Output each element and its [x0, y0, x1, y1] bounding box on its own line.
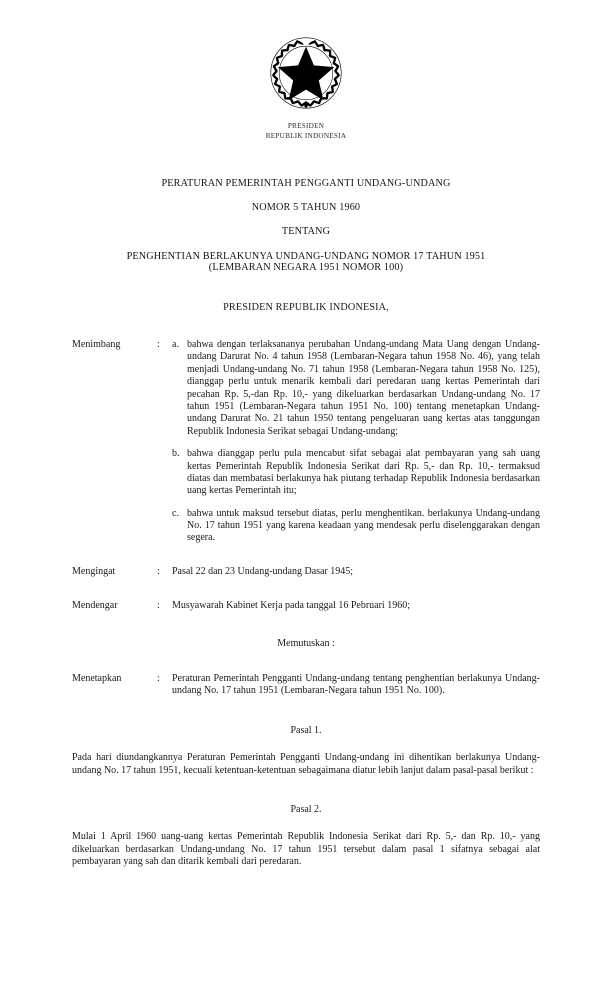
clause-colon-mengingat: :: [157, 565, 160, 577]
clause-label-mendengar: Mendengar: [72, 600, 118, 612]
memutuskan-heading: Memutuskan :: [277, 637, 335, 649]
article-heading-1: Pasal 1.: [290, 724, 322, 736]
clause-label-mengingat: Mengingat: [72, 565, 116, 577]
sub-item-marker-a: a.: [172, 339, 179, 351]
list-item: [172, 448, 540, 498]
title-line-subject: PENGHENTIAN BERLAKUNYA UNDANG-UNDANG NOMOR 17 TAHUN 1951: [126, 250, 486, 262]
emblem-block: [0, 0, 612, 141]
clause-colon-menimbang: :: [157, 339, 160, 351]
spacer: [72, 613, 540, 638]
clause-colon-mendengar: :: [157, 600, 160, 612]
document-title-block: [0, 179, 612, 273]
title-line-regulation-type: PERATURAN PEMERINTAH PENGGANTI UNDANG-UNDANG: [161, 178, 451, 189]
sub-item-text-c: bahwa untuk maksud tersebut diatas, perlu menghentikan. berlakunya Undang-undang No. 17 tahun 1951 yang karena keadaan yang mendesak perlu diselenggarakan dengan segera.: [187, 507, 540, 544]
clause-label-menetapkan: Menetapkan: [72, 673, 122, 685]
sub-item-text-a: bahwa dengan terlaksananya perubahan Undang-undang Mata Uang dengan Undang-undang Darurat No. 4 tahun 1958 (Lembaran-Negara tahun 1958 No. 46), yang telah menjadi Undang-undang No. 71 tahun 1958 (Lembaran-Negara tahun 1958 No. 125), dianggap perlu untuk menarik kembali dari peredaran uang kertas Pemerintah dari pecahan Rp. 5,-dan Rp. 10,- yang dikeluarkan berdasarkan Undang-undang No. 17 tahun 1951 (Lembaran-Negara tahun 1951 No. 100) tentang menetapkan Undang-undang Darurat No. 21 tahun 1950 tentang pengeluaran uang kertas atas tanggungan Republik Indonesia Serikat sebagai Undang-undang;: [187, 339, 540, 437]
clause-menetapkan: [72, 673, 540, 698]
title-line-tentang: TENTANG: [281, 226, 331, 238]
article-body-1: Pada hari diundangkannya Peraturan Pemerintah Pengganti Undang-undang ini dihentikan berlakunya Undang-undang No. 17 tahun 1951, kecuali ketentuan-ketentuan sebagaimana diatur lebih lanjut dalam pasal-pasal berikut :: [72, 752, 540, 776]
clause-label-menimbang: Menimbang: [72, 339, 121, 351]
clause-content-menimbang: [172, 339, 540, 545]
document-body: [0, 339, 612, 869]
article-body-2: Mulai 1 April 1960 uang-uang kertas Pemerintah Republik Indonesia Serikat dari Rp. 5,- dan Rp. 10,- yang dikeluarkan berdasarkan Undang-undang No. 17 tahun 1951 tersebut dalam pasal 1 sifatnya sebagai alat pembayaran yang sah dan ditarik kembali dari peredaran.: [72, 831, 540, 868]
clause-content-mengingat: Pasal 22 dan 23 Undang-undang Dasar 1945;: [172, 565, 354, 577]
emblem-caption: [0, 122, 612, 141]
list-item: [172, 508, 540, 545]
spacer: [72, 650, 540, 673]
title-line-number: NOMOR 5 TAHUN 1960: [251, 202, 361, 214]
sub-item-text-b: bahwa dianggap perlu pula mencabut sifat sebagai alat pembayaran yang sah uang kertas Pemerintah Republik Indonesia Serikat dari Rp. 5,- dan Rp. 10,- termaksud diatas dan membatasi berlakunya hak piutang terhadap Republik Indonesia berdasarkan uang kertas Pemerintah itu;: [187, 448, 540, 497]
sub-item-marker-b: b.: [172, 448, 180, 460]
clause-content-menetapkan: Peraturan Pemerintah Pengganti Undang-undang tentang penghentian berlakunya Undang-undang No. 17 tahun 1951 (Lembaran-Negara tahun 1951 No. 100).: [172, 673, 540, 697]
clause-colon-menetapkan: :: [157, 673, 160, 685]
clause-content-mendengar: Musyawarah Kabinet Kerja pada tanggal 16 Pebruari 1960;: [172, 600, 410, 612]
article-heading-2: Pasal 2.: [290, 804, 322, 815]
spacer: [72, 545, 540, 566]
indonesian-presidential-star-wreath-emblem: [266, 33, 346, 113]
spacer: [72, 578, 540, 600]
clause-menimbang: [72, 339, 540, 545]
title-line-gazette: (LEMBARAN NEGARA 1951 NOMOR 100): [208, 261, 404, 273]
list-item: [172, 339, 540, 438]
emblem-caption-line-2: REPUBLIK INDONESIA: [265, 131, 347, 140]
clause-mendengar: [72, 600, 540, 612]
clause-mengingat: [72, 566, 540, 578]
emblem-caption-line-1: PRESIDEN: [287, 122, 325, 130]
sub-item-marker-c: c.: [172, 507, 179, 519]
issuing-authority: PRESIDEN REPUBLIK INDONESIA,: [223, 302, 389, 314]
